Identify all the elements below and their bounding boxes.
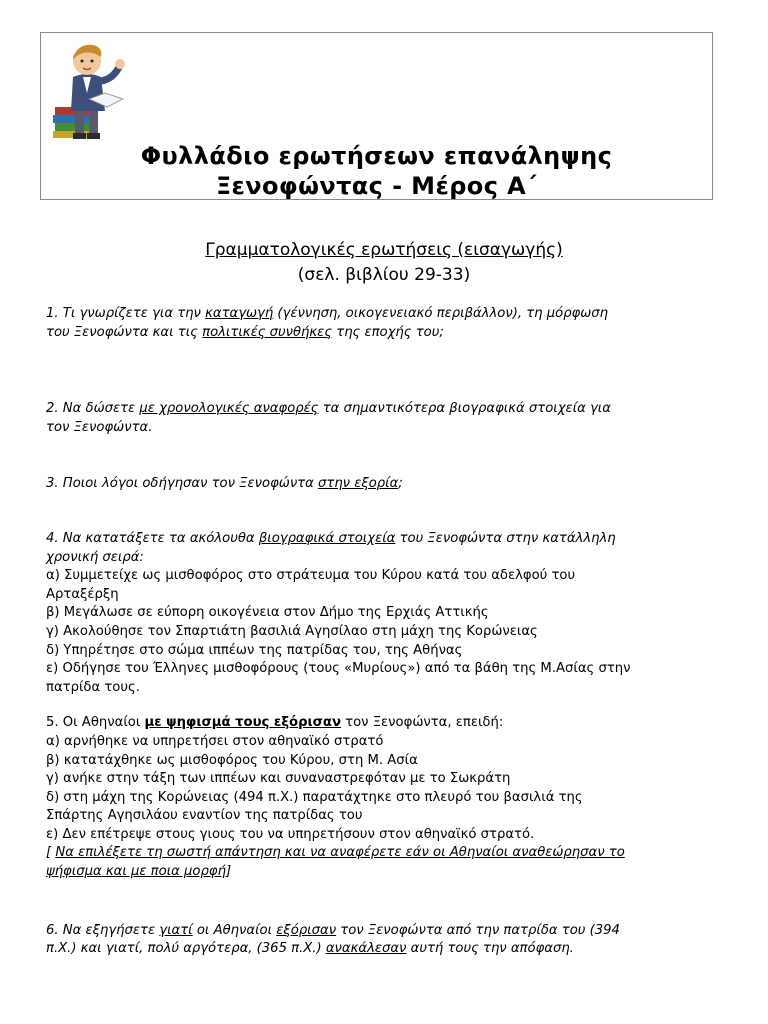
q4-option: β) Μεγάλωσε σε εύπορη οικογένεια στον Δήμο της Ερχιάς Αττικής (46, 605, 489, 621)
q5-note-line-2: ψήφισμα και με ποια μορφή (46, 864, 226, 880)
q2-text-c: τα σημαντικότερα βιογραφικά στοιχεία για (318, 401, 611, 417)
q5-option: β) κατατάχθηκε ως μισθοφόρος του Κύρου, στη Μ. Ασία (46, 752, 418, 768)
q1-text-b: καταγωγή (205, 306, 274, 321)
q6-text-e: τον Ξενοφώντα από την πατρίδα του (394 (336, 922, 620, 938)
q4-option: ε) Οδήγησε του Έλληνες μισθοφόρους (τους «Μυρίους») από τα βάθη της Μ.Ασίας στην (46, 661, 631, 677)
title-line-1: Φυλλάδιο ερωτήσεων επανάληψης (140, 142, 613, 170)
q5-option: α) αρνήθηκε να υπηρετήσει στον αθηναϊκό στρατό (46, 733, 384, 749)
q4-text-d: χρονική σειρά: (46, 549, 144, 565)
q6-text-a: 6. Να εξηγήσετε (46, 922, 160, 938)
questions (46, 305, 706, 959)
q6-text-b: γιατί (159, 922, 193, 938)
q1-text-a: 1. Τι γνωρίζετε για την (46, 306, 206, 321)
q1-text-e: πολιτικές συνθήκες (202, 324, 333, 340)
q6-text-g: ανακάλεσαν (325, 941, 407, 957)
q4-text-b: βιογραφικά στοιχεία (258, 530, 396, 546)
q1-text-d: του Ξενοφώντα και τις (46, 324, 203, 340)
title-line-2: Ξενοφώντας - Μέρος Α΄ (215, 172, 538, 200)
q4-option: α) Συμμετείχε ως μισθοφόρος στο στράτευμα του Κύρου κατά του αδελφού του (46, 568, 576, 584)
q5-text-a: 5. Οι Αθηναίοι (46, 715, 145, 731)
q4-text-a: 4. Να κατατάξετε τα ακόλουθα (46, 530, 259, 546)
q5-option: γ) ανήκε στην τάξη των ιππέων και συναναστρεφόταν με το Σωκράτη (46, 771, 511, 787)
q5-note-line-1: Να επιλέξετε τη σωστή απάντηση και να αναφέρετε εάν οι Αθηναίοι αναθεώρησαν το (55, 845, 625, 861)
q5-note-close: ] (225, 864, 232, 880)
question-2 (46, 400, 706, 437)
q5-text-c: τον Ξενοφώντα, επειδή: (340, 715, 504, 731)
q4-option: Αρταξέρξη (46, 586, 119, 602)
q6-text-c: οι Αθηναίοι (192, 922, 277, 938)
q4-text-c: του Ξενοφώντα στην κατάλληλη (395, 530, 616, 546)
q4-option: δ) Υπηρέτησε στο σώμα ιππέων της πατρίδας του, της Αθήνας (46, 642, 463, 658)
q1-text-c: (γέννηση, οικογενειακό περιβάλλον), τη μόρφωση (273, 306, 609, 321)
question-1 (46, 305, 706, 342)
q1-text-f: της εποχής του; (332, 324, 444, 340)
question-5 (46, 714, 706, 881)
q2-text-a: 2. Να δώσετε (46, 401, 140, 417)
q3-text-a: 3. Ποιοι λόγοι οδήγησαν τον Ξενοφώντα (46, 476, 319, 492)
q6-text-h: αυτή τους την απόφαση. (406, 941, 574, 957)
subtitle-line-1: Γραμματολογικές ερωτήσεις (εισαγωγής) (205, 240, 563, 260)
q6-text-d: εξόρισαν (276, 922, 337, 938)
question-4 (46, 530, 706, 697)
page-title (41, 141, 712, 201)
q2-text-b: με χρονολογικές αναφορές (139, 401, 319, 417)
q2-text-d: τον Ξενοφώντα. (46, 419, 153, 435)
question-6 (46, 922, 706, 959)
q5-option: δ) στη μάχη της Κορώνειας (494 π.Χ.) παρατάχτηκε στο πλευρό του βασιλιά της (46, 789, 583, 805)
q4-option: πατρίδα τους. (46, 679, 140, 695)
q3-text-b: στην εξορία (318, 476, 399, 492)
boy-reading-clipart (49, 37, 131, 141)
q5-option: Σπάρτης Αγησιλάου εναντίον της πατρίδας του (46, 808, 363, 824)
q6-text-f: π.Χ.) και γιατί, πολύ αργότερα, (365 π.Χ.) (46, 941, 326, 957)
subtitle-line-2: (σελ. βιβλίου 29-33) (297, 265, 471, 285)
q5-note-open: [ (46, 845, 56, 861)
q4-option: γ) Ακολούθησε τον Σπαρτιάτη βασιλιά Αγησίλαο στη μάχη της Κορώνειας (46, 623, 538, 639)
question-3 (46, 475, 706, 494)
section-subtitle (0, 238, 768, 288)
q5-option: ε) Δεν επέτρεψε στους γιους του να υπηρετήσουν στον αθηναϊκό στρατό. (46, 826, 535, 842)
q3-text-c: ; (398, 476, 403, 492)
header-box (40, 32, 713, 200)
q5-text-b: με ψηφισμά τους εξόρισαν (144, 715, 341, 731)
